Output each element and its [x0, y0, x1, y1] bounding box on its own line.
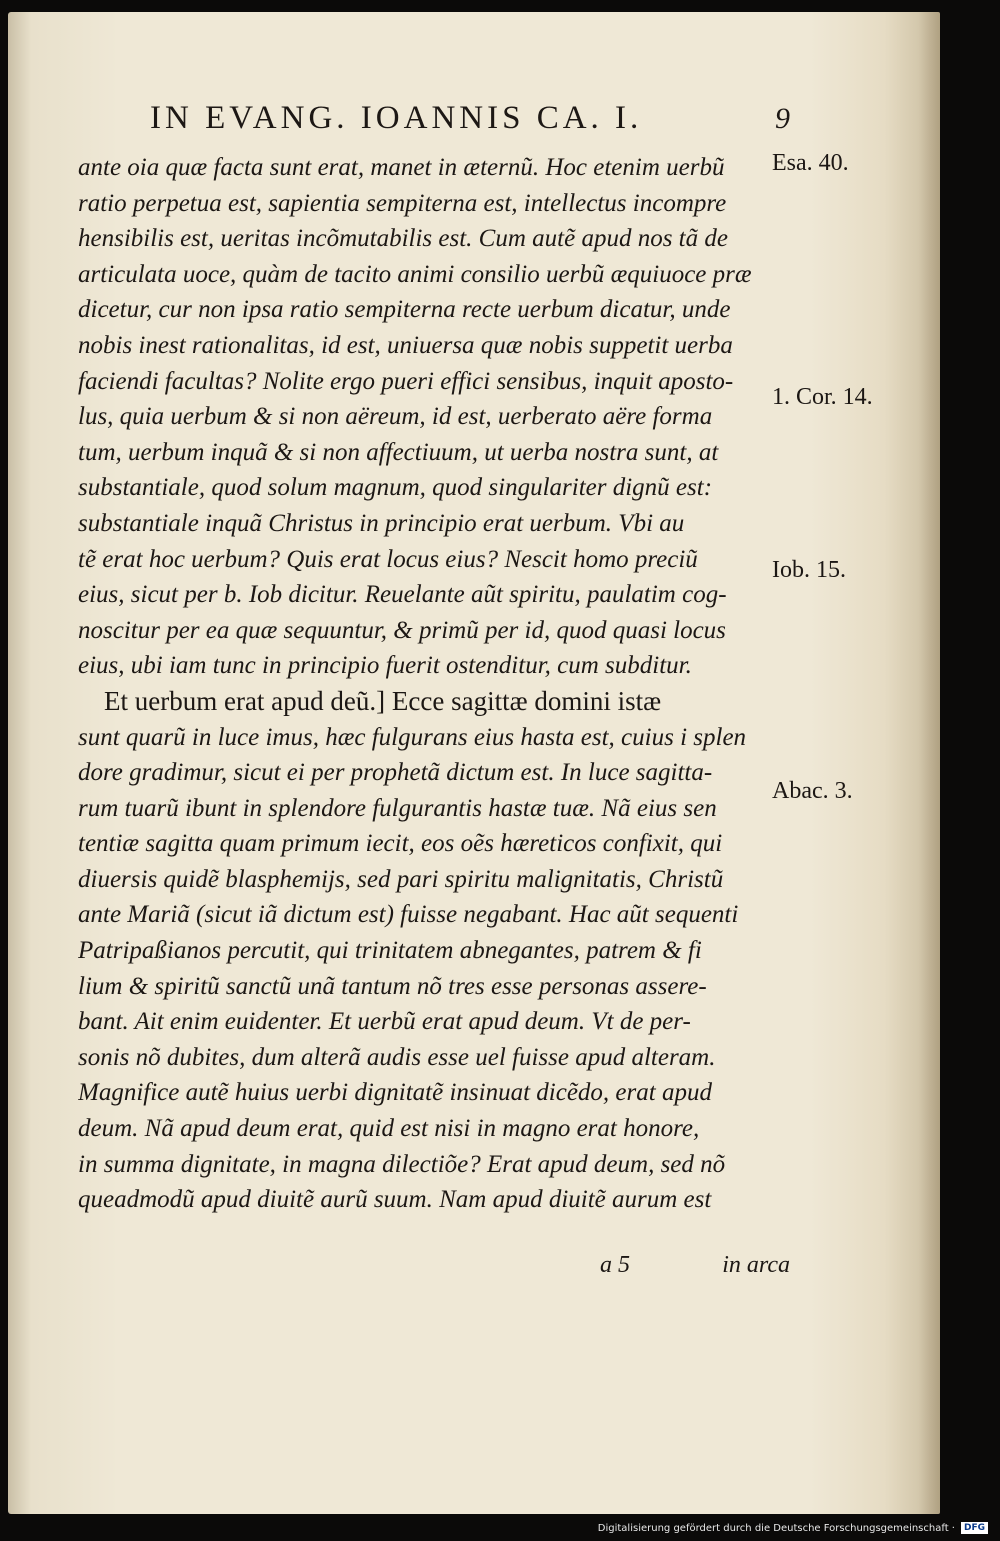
footer-credit: Digitalisierung gefördert durch die Deutsche Forschungsgemeinschaft · [597, 1522, 955, 1534]
margin-note-esa: Esa. 40. [772, 150, 849, 176]
text-line: deum. Nã apud deum erat, quid est nisi in magno erat honore, [78, 1115, 700, 1143]
text-line: eius, sicut per b. Iob dicitur. Reuelante aũt spiritu, paulatim cog- [78, 581, 727, 609]
text-line: articulata uoce, quàm de tacito animi consilio uerbũ æquiuoce præ [78, 260, 752, 288]
text-line: bant. Ait enim euidenter. Et uerbũ erat apud deum. Vt de per- [78, 1008, 691, 1036]
text-block [78, 150, 768, 1218]
dfg-logo: DFG [961, 1522, 988, 1534]
text-line: tẽ erat hoc uerbum? Quis erat locus eius? Nescit homo preciũ [78, 545, 698, 573]
text-line: Magnifice autẽ huius uerbi dignitatẽ insinuat dicẽdo, erat apud [78, 1079, 712, 1107]
catchword-line [600, 1252, 790, 1279]
text-line: nobis inest rationalitas, id est, uniuersa quæ nobis suppetit uerba [78, 331, 733, 359]
text-line: in summa dignitate, in magna dilectiõe? Erat apud deum, sed nõ [78, 1150, 726, 1178]
margin-note-iob: Iob. 15. [772, 557, 846, 583]
text-line: noscitur per ea quæ sequuntur, & primũ per id, quod quasi locus [78, 616, 726, 644]
text-line: lus, quia uerbum & si non aëreum, id est, uerberato aëre forma [78, 403, 713, 431]
text-line: tentiæ sagitta quam primum iecit, eos oẽs hæreticos confixit, qui [78, 830, 723, 858]
text-line: tum, uerbum inquã & si non affectiuum, ut uerba nostra sunt, at [78, 438, 719, 466]
signature-mark: a 5 [600, 1252, 630, 1278]
text-line: sunt quarũ in luce imus, hæc fulgurans eius hasta est, cuius i splen [78, 723, 747, 751]
footer-bar [598, 1521, 988, 1535]
text-line: rum tuarũ ibunt in splendore fulgurantis hastæ tuæ. Nã eius sen [78, 794, 717, 822]
text-line: queadmodũ apud diuitẽ aurũ suum. Nam apud diuitẽ aurum est [78, 1186, 712, 1214]
text-line: hensibilis est, ueritas incõmutabilis est. Cum autẽ apud nos tã de [78, 225, 728, 253]
text-line: dore gradimur, sicut ei per prophetã dictum est. In luce sagitta- [78, 759, 713, 787]
text-line: ratio perpetua est, sapientia sempiterna est, intellectus incompre [78, 189, 727, 217]
text-line: Patripaßianos percutit, qui trinitatem abnegantes, patrem & fi [78, 937, 702, 965]
text-line: faciendi facultas? Nolite ergo pueri effici sensibus, inquit aposto- [78, 367, 734, 395]
lemma-line: Et uerbum erat apud deũ.] Ecce sagittæ domini istæ [104, 685, 662, 716]
margin-note-cor: 1. Cor. 14. [772, 384, 873, 410]
running-head [150, 100, 790, 137]
text-line: ante oia quæ facta sunt erat, manet in æternũ. Hoc etenim uerbũ [78, 154, 725, 181]
text-line: lium & spiritũ sanctũ unã tantum nõ tres esse personas assere- [78, 972, 707, 1000]
text-line: eius, ubi iam tunc in principio fuerit ostenditur, cum subditur. [78, 652, 692, 680]
text-line: ante Mariã (sicut iã dictum est) fuisse negabant. Hac aũt sequenti [78, 901, 739, 929]
text-line: substantiale, quod solum magnum, quod singulariter dignũ est: [78, 474, 713, 502]
margin-note-abac: Abac. 3. [772, 778, 853, 804]
running-head-title: IN EVANG. IOANNIS CA. I. [150, 100, 643, 136]
text-line: dicetur, cur non ipsa ratio sempiterna recte uerbum dicatur, unde [78, 296, 731, 324]
page-number: 9 [775, 102, 790, 135]
text-line: diuersis quidẽ blasphemijs, sed pari spiritu malignitatis, Christũ [78, 865, 724, 893]
text-line: sonis nõ dubites, dum alterã audis esse uel fuisse apud alteram. [78, 1043, 716, 1071]
text-line: substantiale inquã Christus in principio erat uerbum. Vbi au [78, 509, 685, 537]
catchword: in arca [722, 1252, 790, 1278]
